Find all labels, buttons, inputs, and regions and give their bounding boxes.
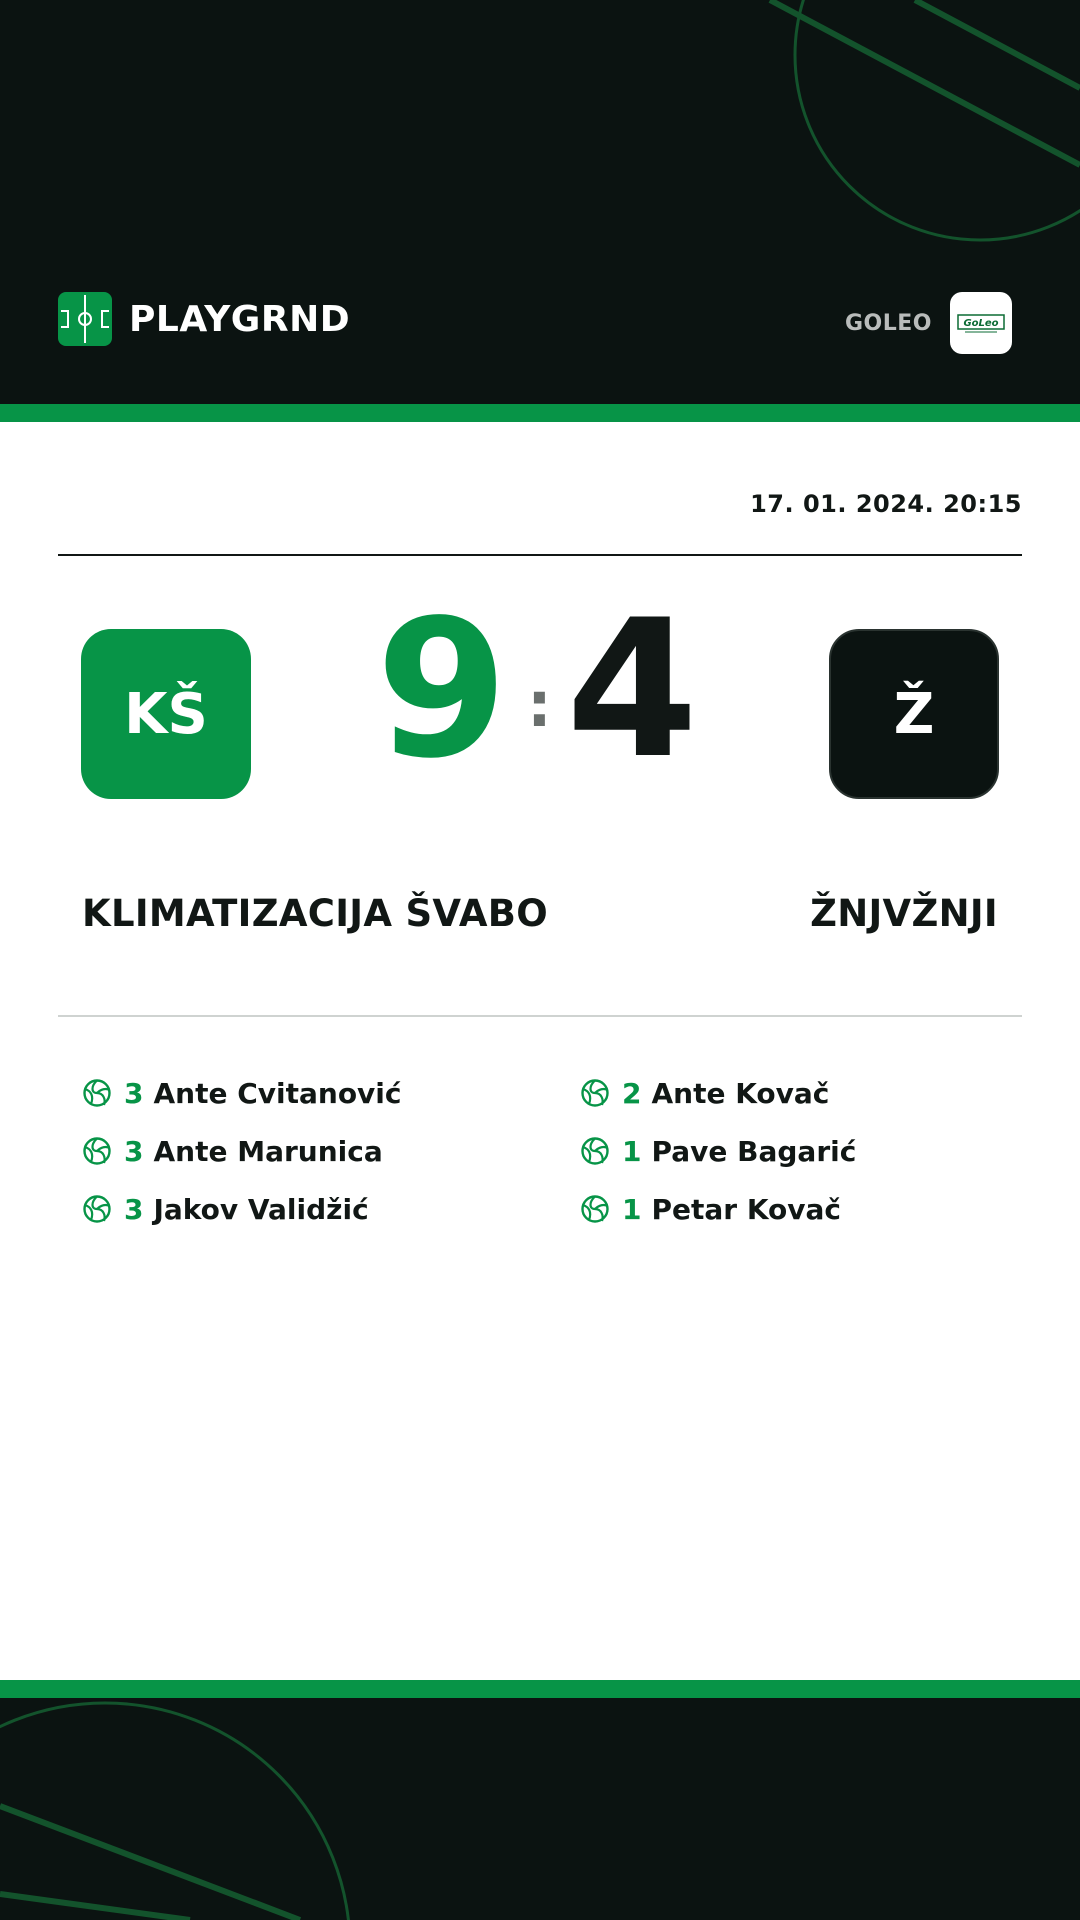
- scorer-item: [82, 1064, 402, 1122]
- scorer-name: Petar Kovač: [651, 1192, 842, 1226]
- divider: [58, 1015, 1022, 1017]
- scorer-name: Pave Bagarić: [651, 1134, 857, 1168]
- football-icon: [580, 1194, 610, 1224]
- home-team-badge: KŠ: [81, 629, 251, 799]
- football-icon: [82, 1078, 112, 1108]
- scorer-goals: 3: [124, 1192, 144, 1226]
- pitch-lines-decoration: [0, 1698, 1080, 1920]
- scorer-item: [82, 1180, 402, 1238]
- score-separator: :: [527, 668, 552, 741]
- away-team-name: ŽNJVŽNJI: [810, 892, 998, 935]
- scorer-goals: 1: [622, 1192, 642, 1226]
- brand: [58, 292, 350, 346]
- svg-text:GoLeo: GoLeo: [963, 318, 999, 329]
- away-scorers-list: [580, 1064, 856, 1238]
- sponsor: [845, 292, 1012, 354]
- scorer-goals: 2: [622, 1076, 642, 1110]
- football-icon: [580, 1136, 610, 1166]
- scorer-item: [580, 1180, 856, 1238]
- scorer-goals: 3: [124, 1134, 144, 1168]
- soccer-pitch-icon: [58, 292, 112, 346]
- football-icon: [82, 1194, 112, 1224]
- away-score: 4: [566, 579, 699, 800]
- scorer-item: [580, 1122, 856, 1180]
- scorer-name: Ante Cvitanović: [153, 1076, 402, 1110]
- sponsor-label: GOLEO: [844, 310, 932, 336]
- scorer-item: [580, 1064, 856, 1122]
- header-accent-stripe: [0, 404, 1080, 422]
- scorer-item: [82, 1122, 402, 1180]
- football-icon: [580, 1078, 610, 1108]
- away-team-badge: Ž: [829, 629, 999, 799]
- home-team-name: KLIMATIZACIJA ŠVABO: [82, 892, 549, 935]
- home-scorers-list: [82, 1064, 402, 1238]
- divider: [58, 554, 1022, 556]
- brand-name: PLAYGRND: [129, 298, 351, 340]
- footer: [0, 1698, 1080, 1920]
- header: [0, 0, 1080, 404]
- footer-accent-stripe: [0, 1680, 1080, 1698]
- football-icon: [82, 1136, 112, 1166]
- scorer-name: Jakov Validžić: [153, 1192, 369, 1226]
- home-score: 9: [375, 579, 508, 800]
- sponsor-logo: [950, 292, 1012, 354]
- scorer-goals: 1: [622, 1134, 642, 1168]
- scorer-name: Ante Marunica: [153, 1134, 383, 1168]
- scorer-goals: 3: [124, 1076, 144, 1110]
- match-datetime: 17. 01. 2024. 20:15: [750, 490, 1022, 518]
- scorer-name: Ante Kovač: [651, 1076, 830, 1110]
